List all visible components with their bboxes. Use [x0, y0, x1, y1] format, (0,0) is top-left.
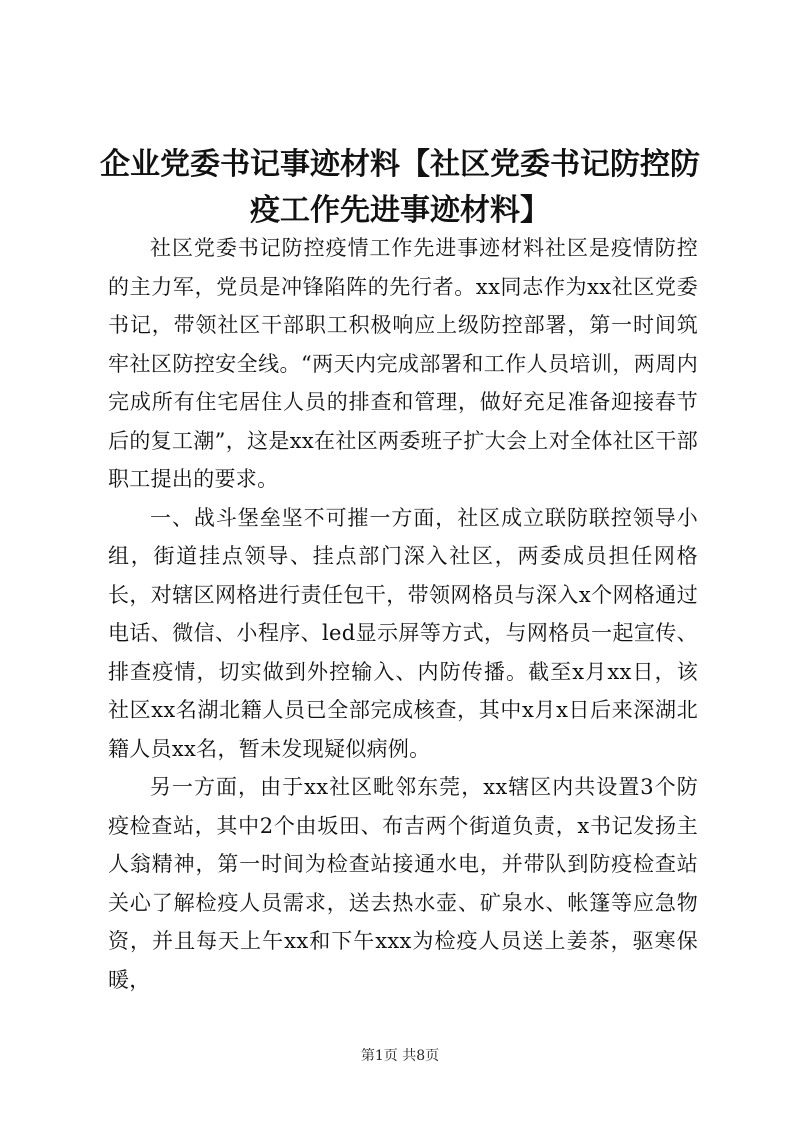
page-footer [0, 1046, 800, 1066]
paragraph-2: 一、战斗堡垒坚不可摧一方面，社区成立联防联控领导小组，街道挂点领导、挂点部门深入社区，两委成员担任网格长，对辖区网格进行责任包干，带领网格员与深入x个网格通过电话、微信、小程序、led显示屏等方式，与网格员一起宣传、排查疫情，切实做到外控输入、内防传播。截至x月xx日，该社区xx名湖北籍人员已全部完成核查，其中x月x日后来深湖北籍人员xx名，暂未发现疑似病例。 [108, 505, 698, 761]
document-body [108, 229, 698, 999]
page-number: 第1页 [360, 1048, 398, 1064]
paragraph-1: 社区党委书记防控疫情工作先进事迹材料社区是疫情防控的主力军，党员是冲锋陷阵的先行者。xx同志作为xx社区党委书记，带领社区干部职工积极响应上级防控部署，第一时间筑牢社区防控安全线。“两天内完成部署和工作人员培训，两周内完成所有住宅居住人员的排查和管理，做好充足准备迎接春节后的复工潮”，这是xx在社区两委班子扩大会上对全体社区干部职工提出的要求。 [108, 236, 698, 491]
page-total: 共8页 [402, 1048, 440, 1064]
document-title: 企业党委书记事迹材料【社区党委书记防控防疫工作先进事迹材料】 [100, 147, 700, 228]
paragraph-3: 另一方面，由于xx社区毗邻东莞，xx辖区内共设置3个防疫检查站，其中2个由坂田、布吉两个街道负责，x书记发扬主人翁精神，第一时间为检查站接通水电，并带队到防疫检查站关心了解检疫人员需求，送去热水壶、矿泉水、帐篷等应急物资，并且每天上午xx和下午xxx为检疫人员送上姜茶，驱寒保暖， [108, 775, 698, 992]
